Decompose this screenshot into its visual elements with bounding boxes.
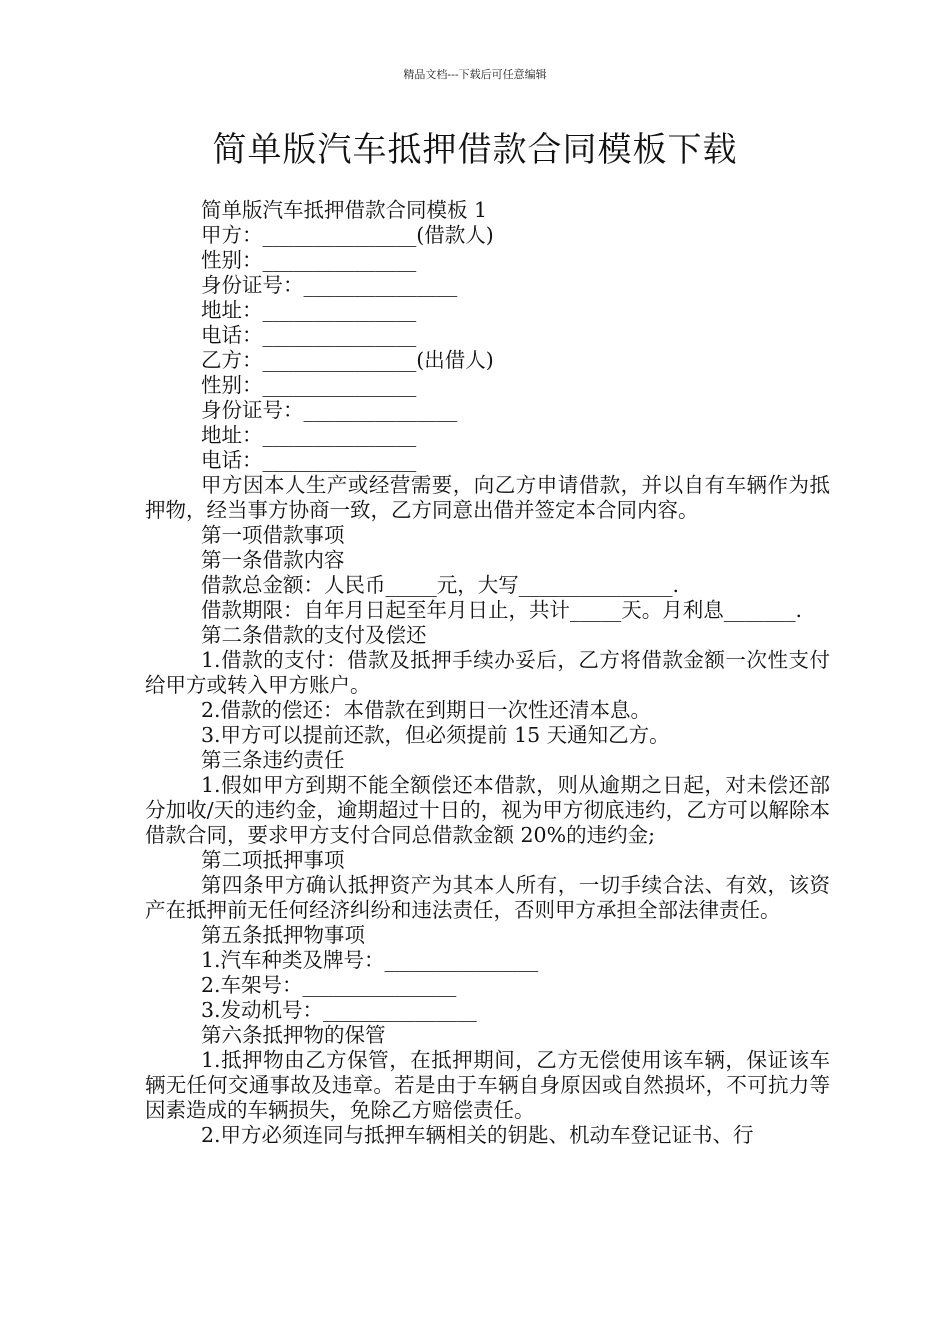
body-line: 乙方：_______________(出借人) <box>201 348 494 372</box>
body-line: 第六条抵押物的保管 <box>201 1023 386 1047</box>
body-line: 第五条抵押物事项 <box>201 923 365 947</box>
document-title: 简单版汽车抵押借款合同模板下载 <box>212 130 738 170</box>
body-line: 第一条借款内容 <box>201 548 345 572</box>
body-line: 电话：_______________ <box>201 323 417 347</box>
body-line: 性别：_______________ <box>201 373 417 397</box>
body-line: 3.甲方可以提前还款，但必须提前 15 天通知乙方。 <box>201 723 670 747</box>
body-line: 3.发动机号：_______________ <box>201 998 477 1022</box>
body-paragraph: 甲方因本人生产或经营需要，向乙方申请借款，并以自有车辆作为抵押物，经当事方协商一致，乙方同意出借并签定本合同内容。 <box>145 473 830 522</box>
body-line: 2.甲方必须连同与抵押车辆相关的钥匙、机动车登记证书、行 <box>201 1123 754 1147</box>
body-line: 身份证号：_______________ <box>201 273 458 297</box>
body-line: 第二项抵押事项 <box>201 848 345 872</box>
body-paragraph: 第四条甲方确认抵押资产为其本人所有，一切手续合法、有效，该资产在抵押前无任何经济纠纷和违法责任，否则甲方承担全部法律责任。 <box>145 873 830 922</box>
body-paragraph: 1.借款的支付：借款及抵押手续办妥后，乙方将借款金额一次性支付给甲方或转入甲方账户。 <box>145 648 830 697</box>
document-body <box>145 198 830 1148</box>
body-line: 简单版汽车抵押借款合同模板 1 <box>201 198 488 222</box>
page-header: 精品文档---下载后可任意编辑 <box>403 68 547 81</box>
body-line: 1.汽车种类及牌号：_______________ <box>201 948 539 972</box>
body-line: 2.车架号：_______________ <box>201 973 457 997</box>
body-paragraph: 借款期限：自年月日起至年月日止，共计_____天。月利息_______. <box>201 598 803 622</box>
body-line: 地址：_______________ <box>201 423 417 447</box>
body-line: 身份证号：_______________ <box>201 398 458 422</box>
body-line: 第三条违约责任 <box>201 748 345 772</box>
body-paragraph: 1.抵押物由乙方保管，在抵押期间，乙方无偿使用该车辆，保证该车辆无任何交通事故及违章。若是由于车辆自身原因或自然损坏，不可抗力等因素造成的车辆损失，免除乙方赔偿责任。 <box>145 1048 830 1122</box>
body-line: 借款总金额：人民币_____元，大写_______________. <box>201 573 680 597</box>
body-line: 甲方：_______________(借款人) <box>201 223 494 247</box>
body-line: 2.借款的偿还：本借款在到期日一次性还清本息。 <box>201 698 652 722</box>
body-paragraph: 1.假如甲方到期不能全额偿还本借款，则从逾期之日起，对未偿还部分加收/天的违约金，逾期超过十日的，视为甲方彻底违约，乙方可以解除本借款合同，要求甲方支付合同总借款金额 20%的违约金; <box>145 773 830 847</box>
body-line: 电话：_______________ <box>201 448 417 472</box>
body-line: 第二条借款的支付及偿还 <box>201 623 427 647</box>
body-line: 第一项借款事项 <box>201 523 345 547</box>
body-line: 地址：_______________ <box>201 298 417 322</box>
body-line: 性别：_______________ <box>201 248 417 272</box>
